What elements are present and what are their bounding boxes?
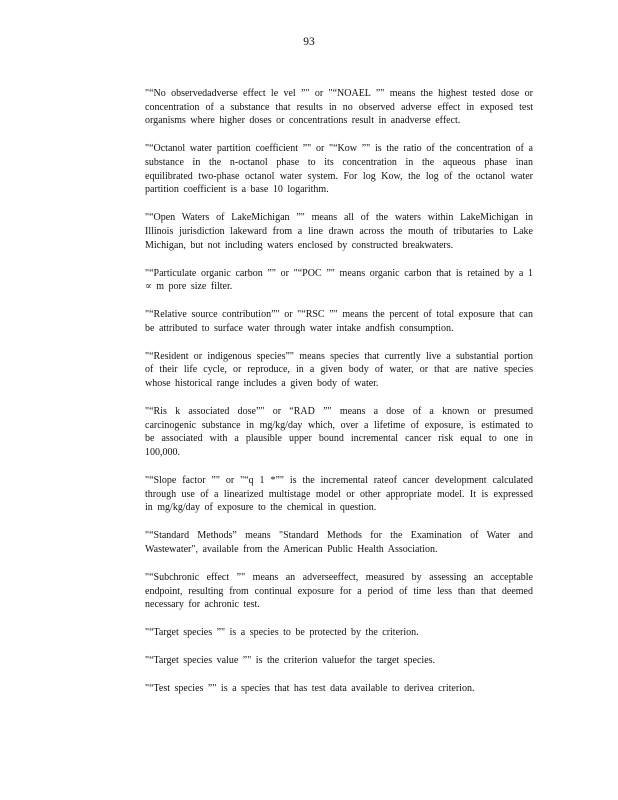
definition-noael: "“No observedadverse effect le vel ”" or "“NOAEL ”" means the highest tested dose or concentration of a substance that results in no observed adverse effect in exposed test organisms where higher doses or concentrations result in anadverse effect. bbox=[145, 88, 533, 127]
definition-kow: "“Octanol water partition coefficient ”" or "“Kow ”" is the ratio of the concentration of a substance in the n-octanol phase to its concentration in the aqueous phase inan equilibrated two-phase octanol water system. For log Kow, the log of the octanol water partition coefficient is a base 10 logarithm. bbox=[145, 143, 533, 196]
definition-resident-species: "“Resident or indigenous species”" means species that currently live a substantial portion of their life cycle, or reproduce, in a given body of water, or that are native species whose historical range includes a given body of water. bbox=[145, 350, 533, 390]
definition-test-species: "“Test species ”" is a species that has test data available to derivea criterion. bbox=[145, 683, 475, 695]
definition-standard-methods: "“Standard Methods” means "Standard Methods for the Examination of Water and Wastewater", available from the American Public Health Association. bbox=[145, 530, 533, 556]
definitions-list bbox=[145, 87, 533, 696]
definition-subchronic-effect: "“Subchronic effect ”" means an adverseeffect, measured by assessing an acceptable endpoint, resulting from continual exposure for a period of time less than that deemed necessary for achronic test. bbox=[145, 571, 533, 611]
definition-poc: "“Particulate organic carbon ”" or "“POC ”" means organic carbon that is retained by a 1 ∝ m pore size filter. bbox=[145, 267, 533, 293]
page-number: 93 bbox=[303, 36, 315, 48]
definition-rsc: "“Relative source contribution”" or "“RSC ”" means the percent of total exposure that can be attributed to surface water through water intake andfish consumption. bbox=[145, 309, 533, 334]
definition-target-species: "“Target species ”" is a species to be protected by the criterion. bbox=[145, 627, 419, 639]
definition-slope-factor: "“Slope factor ”" or "“q 1 *”" is the incremental rateof cancer development calculated through use of a linearized multistage model or other appropriate model. It is expressed in mg/kg/day of exposure to the chemical in question. bbox=[145, 475, 533, 514]
definition-open-waters: "“Open Waters of LakeMichigan ”" means all of the waters within LakeMichigan in Illinois jurisdiction lakeward from a line drawn across the mouth of tributaries to Lake Michigan, but not including waters enclosed by constructed breakwaters. bbox=[145, 212, 533, 251]
definition-rad: "“Ris k associated dose”" or “RAD ”" means a dose of a known or presumed carcinogenic substance in mg/kg/day which, over a lifetime of exposure, is estimated to be associated with a plausible upper bound incremental cancer risk equal to one in 100,000. bbox=[145, 406, 533, 459]
definition-target-species-value: "“Target species value ”" is the criterion valuefor the target species. bbox=[145, 655, 436, 667]
